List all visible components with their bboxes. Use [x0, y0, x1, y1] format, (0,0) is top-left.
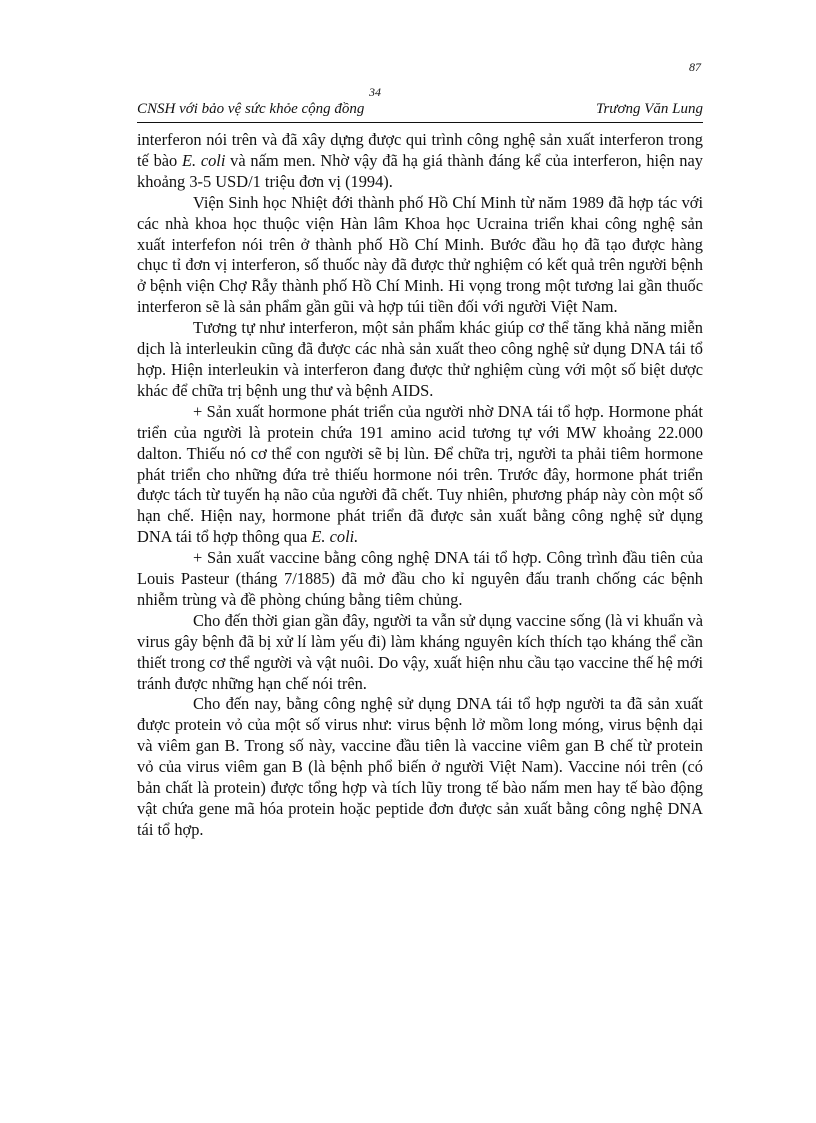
italic-text: E. coli.: [311, 527, 359, 547]
text-run: Cho đến nay, bằng công nghệ sử dụng DNA tái tổ hợp người ta đã sản xuất được protein vỏ của một số virus như: virus bệnh lở mồm long móng, virus bệnh dại và viêm gan B. Trong số này, vaccine đầu tiên là vaccine viêm gan B chế từ protein vỏ của virus viêm gan B (là bệnh phổ biến ở người Việt Nam). Vaccine nói trên (có bản chất là protein) được tổng hợp và tích lũy trong tế bào nấm men hay tế bào động vật chứa gene mã hóa protein hoặc peptide đơn được sản xuất bằng công nghệ DNA tái tổ hợp.: [137, 694, 703, 839]
text-run: Cho đến thời gian gần đây, người ta vẫn sử dụng vaccine sống (là vi khuẩn và virus gây bệnh đã bị xử lí làm yếu đi) làm kháng nguyên kích thích tạo kháng thể cần thiết trong cơ thể người và vật nuôi. Do vậy, xuất hiện nhu cầu tạo vaccine thế hệ mới tránh được những hạn chế nói trên.: [137, 610, 703, 693]
header-author: Trương Văn Lung: [595, 101, 703, 117]
paragraph: [137, 402, 703, 548]
text-run: interferon nói trên và đã xây dựng được qui trình công nghệ sản xuất interferon trong tế bào: [137, 130, 703, 170]
text-run: + Sản xuất vaccine bằng công nghệ DNA tái tổ hợp. Công trình đầu tiên của Louis Pasteur (tháng 7/1885) đã mở đầu cho kỉ nguyên đấu tranh chống các bệnh nhiễm trùng và đề phòng chúng bằng tiêm chủng.: [137, 548, 703, 609]
text-run: Viện Sinh học Nhiệt đới thành phố Hồ Chí Minh từ năm 1989 đã hợp tác với các nhà khoa học thuộc viện Hàn lâm Khoa học Ucraina triển khai công nghệ sản xuất interfefon nói trên ở thành phố Hồ Chí Minh. Bước đầu họ đã tạo được hàng chục tỉ đơn vị interferon, số thuốc này đã được thử nghiệm có kết quả trên người bệnh ở bệnh viện Chợ Rẫy thành phố Hồ Chí Minh. Hi vọng trong một tương lai gần thuốc interferon sẽ là sản phẩm gần gũi và hợp túi tiền đối với người Việt Nam.: [137, 192, 703, 317]
text-run: Tương tự như interferon, một sản phẩm khác giúp cơ thể tăng khả năng miễn dịch là interleukin cũng đã được các nhà sản xuất theo công nghệ sử dụng DNA tái tổ hợp. Hiện interleukin và interferon đang được thử nghiệm cùng với một số biệt dược khác để chữa trị bệnh ung thư và bệnh AIDS.: [137, 318, 703, 400]
paragraph: [137, 318, 703, 402]
header-book-title: CNSH với bảo vệ sức khỏe cộng đồng: [137, 101, 365, 117]
page-number-secondary: 34: [369, 85, 381, 99]
text-run: và nấm men. Nhờ vậy đã hạ giá thành đáng kể của interferon, hiện nay khoảng 3-5 USD/1 triệu đơn vị (1994).: [137, 150, 703, 191]
text-run: + Sản xuất hormone phát triển của người nhờ DNA tái tổ hợp. Hormone phát triển của người là protein chứa 191 amino acid tương tự với MW khoảng 22.000 dalton. Thiếu nó cơ thể con người sẽ bị lùn. Để chữa trị, người ta phải tiêm hormone phát triển cho những đứa trẻ thiếu hormone nói trên. Trước đây, hormone phát triển được tách từ tuyến hạ não của người đã chết. Tuy nhiên, phương pháp này còn một số hạn chế. Hiện nay, hormone phát triển đã được sản xuất bằng công nghệ sử dụng DNA tái tổ hợp thông qua: [137, 401, 703, 547]
italic-text: E. coli: [181, 150, 226, 170]
paragraph: [137, 130, 703, 193]
paragraph: [137, 548, 703, 611]
paragraph: [137, 611, 703, 695]
running-header: [137, 100, 703, 123]
body-text: [137, 130, 703, 841]
paragraph: [137, 694, 703, 840]
page-number-top: 87: [689, 60, 701, 74]
paragraph: [137, 193, 703, 318]
